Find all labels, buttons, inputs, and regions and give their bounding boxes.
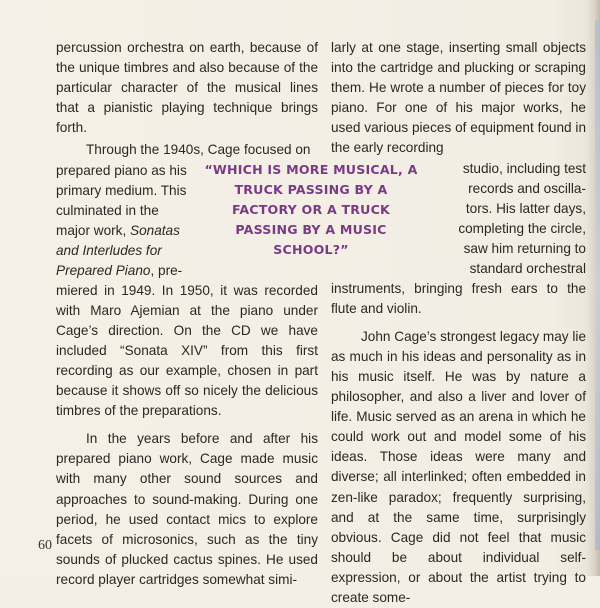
wrapped-line: tors. His latter days, <box>465 200 586 216</box>
wrapped-line: prepared piano as his <box>56 162 187 178</box>
paragraph-premiered: miered in 1949. In 1950, it was recorded with Maro Ajemian at the piano under Cage’s direction. On the CD we have included “Sonata XIV” from this first recording as our example, chosen in part because it shows off so nicely the delicious timbres of the preparations. <box>56 282 318 419</box>
paragraph-legacy: John Cage’s strongest legacy may lie as much in his ideas and personality as in his music itself. He was by nature a philosopher, and also a liver and lover of life. Music served as an arena in which he could work out and model some of his ideas. Those ideas were many and diverse; all interlinked; often embedded in zen-like paradox; frequently surprising, and at the same time, surprisingly obvious. Cage did not feel that music should be about individual self-expression, or about the artist trying to create some- <box>331 328 586 605</box>
wrapped-line <box>56 261 182 281</box>
left-column <box>56 38 318 590</box>
paragraph-orchestral: instruments, bringing fresh ears to the flute and violin. <box>331 280 586 316</box>
wrapped-line: standard orchestral <box>469 260 586 276</box>
wrapped-line-text: , pre- <box>150 262 183 278</box>
work-title-prepared-piano: Prepared Piano <box>56 262 151 278</box>
page-edge-tint <box>595 20 600 550</box>
work-title-sonatas: Sonatas <box>130 222 180 238</box>
wrapped-line: saw him returning to <box>463 240 586 256</box>
paragraph-percussion: percussion orchestra on earth, because of the unique timbres and also because of the particular character of the musical lines that a pianistic playing technique brings forth. <box>56 40 318 136</box>
wrapped-line-text: major work, <box>56 222 127 238</box>
page-number: 60 <box>38 538 52 553</box>
wrapped-line: primary medium. This <box>56 182 187 198</box>
wrapped-line: studio, including test <box>462 160 586 176</box>
work-title-interludes: and Interludes for <box>56 242 162 258</box>
paragraph-sound-sources: In the years before and after his prepared piano work, Cage made music with many other sound sources and approaches to sound-making. During one period, he used contact mics to explore facets of microsonics, such as the tiny sounds of plucked cactus spines. He used record player cartridges somewhat simi- <box>56 431 318 587</box>
wrapped-line <box>56 241 162 261</box>
paragraph-cartridges: larly at one stage, inserting small objects into the cartridge and plucking or scraping them. He wrote a number of pieces for toy piano. For one of his major works, he used various pieces of equipment found in the early recording <box>331 40 586 156</box>
right-column <box>331 38 586 608</box>
wrapped-line-text: culminated in the <box>56 202 159 218</box>
wrapped-line <box>56 221 180 241</box>
wrapped-line <box>56 201 188 221</box>
paragraph-1940s-lead: Through the 1940s, Cage focused on <box>86 142 311 158</box>
wrapped-line: records and oscilla- <box>468 180 586 196</box>
wrapped-line: completing the circle, <box>458 220 586 236</box>
pull-quote: “WHICH IS MORE MUSICAL, A TRUCK PASSING BY A FACTORY OR A TRUCK PASSING BY A MUSIC SCHOOL?” <box>204 162 418 257</box>
